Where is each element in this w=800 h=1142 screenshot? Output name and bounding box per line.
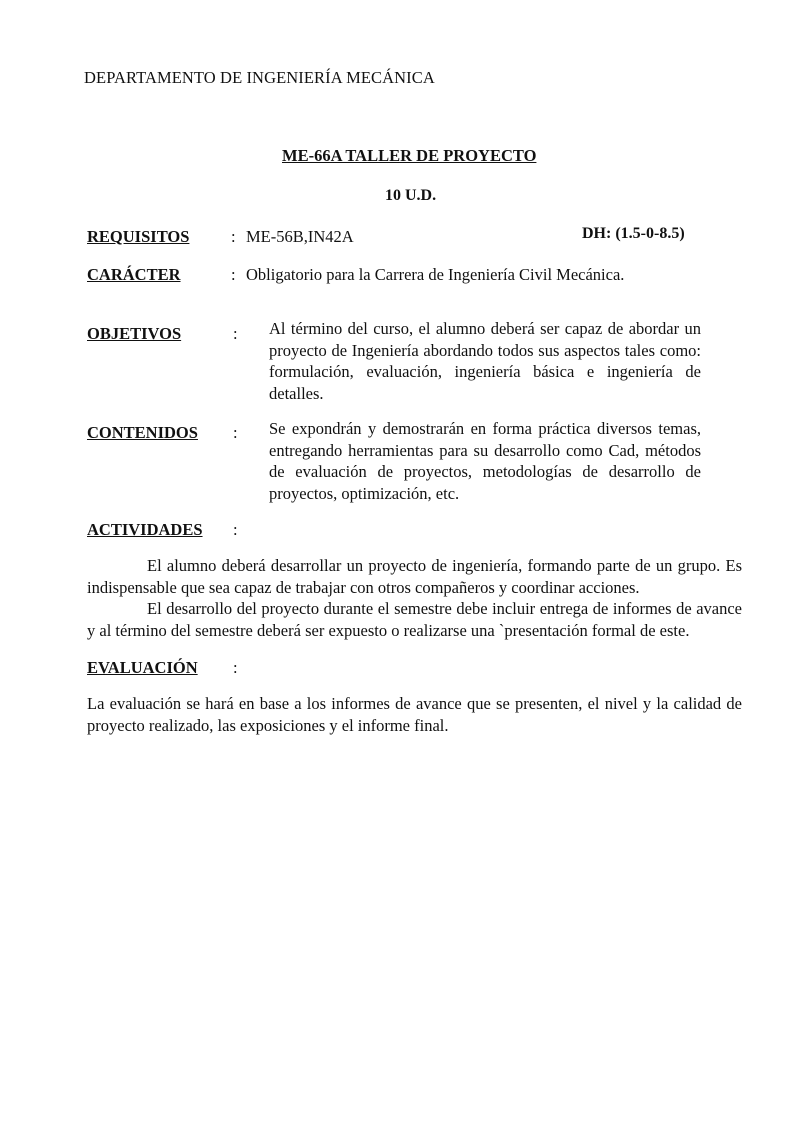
actividades-colon: : (233, 520, 238, 539)
evaluacion-text: La evaluación se hará en base a los informes de avance que se presenten, el nivel y la calidad de proyecto realizado, las exposiciones y el informe final. (87, 694, 742, 735)
contenidos-text: Se expondrán y demostrarán en forma práctica diversos temas, entregando herramientas para su desarrollo como Cad, métodos de evaluación de proyectos, metodologías de desarrollo de proyectos, optimización, etc. (269, 419, 701, 503)
caracter-value: Obligatorio para la Carrera de Ingeniería Civil Mecánica. (246, 265, 625, 284)
evaluacion-colon: : (233, 658, 238, 677)
objetivos-colon: : (233, 324, 238, 343)
course-units: 10 U.D. (385, 187, 437, 204)
course-title: ME-66A TALLER DE PROYECTO (282, 146, 537, 165)
actividades-paragraph-1: El alumno deberá desarrollar un proyecto de ingeniería, formando parte de un grupo. Es indispensable que sea capaz de trabajar con otros compañeros y coordinar acciones. (87, 556, 742, 597)
actividades-paragraph-2: El desarrollo del proyecto durante el semestre debe incluir entrega de informes de avance y al término del semestre deberá ser expuesto o realizarse una `presentación formal de este. (87, 599, 742, 640)
objetivos-text: Al término del curso, el alumno deberá ser capaz de abordar un proyecto de Ingeniería abordando todos sus aspectos tales como: formulación, evaluación, ingeniería básica e ingeniería de detalles. (269, 319, 701, 403)
evaluacion-label: EVALUACIÓN (87, 658, 198, 677)
caracter-colon: : (231, 265, 236, 284)
requisitos-label: REQUISITOS (87, 227, 190, 246)
contenidos-label: CONTENIDOS (87, 423, 198, 442)
requisitos-colon: : (231, 227, 236, 246)
contenidos-colon: : (233, 423, 238, 442)
evaluacion-body (87, 693, 742, 736)
caracter-label: CARÁCTER (87, 265, 181, 284)
objetivos-label: OBJETIVOS (87, 324, 182, 343)
requisitos-value: ME-56B,IN42A (246, 227, 354, 246)
actividades-body (87, 555, 742, 641)
actividades-label: ACTIVIDADES (87, 520, 203, 539)
department-header: DEPARTAMENTO DE INGENIERÍA MECÁNICA (84, 68, 435, 87)
dh-hours: DH: (1.5-0-8.5) (582, 225, 685, 242)
